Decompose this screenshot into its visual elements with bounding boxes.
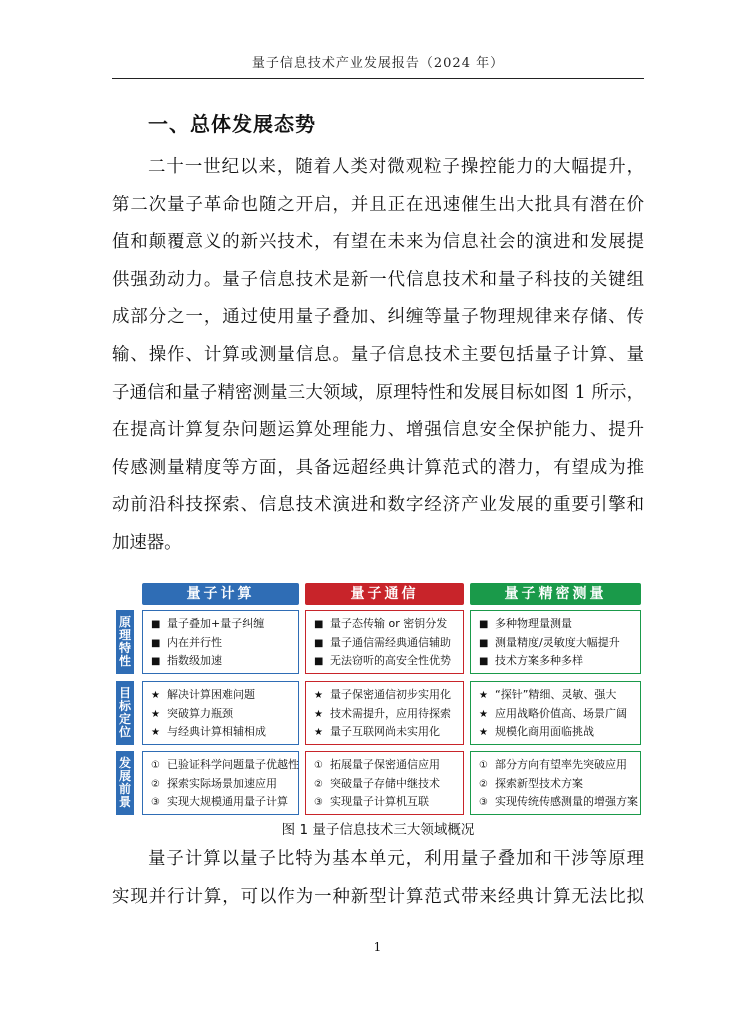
row-label-char: 发展前景 <box>119 756 132 809</box>
item-text: 多种物理量测量 <box>495 617 572 630</box>
circled-number-icon: ③ <box>314 797 323 808</box>
cell-target-metrology <box>470 681 641 745</box>
item-text: 量子通信需经典通信辅助 <box>330 635 451 649</box>
circled-number-icon: ① <box>314 760 323 771</box>
circled-number-icon: ③ <box>151 797 160 808</box>
paragraph-line: 传感测量精度等方面，具备远超经典计算范式的潜力，有望成为推 <box>112 457 644 478</box>
paragraph-line: 在提高计算复杂问题运算处理能力、增强信息安全保护能力、提升 <box>112 420 644 441</box>
page-number: 1 <box>373 940 382 954</box>
paragraph-line: 加速器。 <box>112 532 182 553</box>
item-text: 量子叠加+量子纠缠 <box>167 617 265 630</box>
paragraph-line: 量子计算以量子比特为基本单元，利用量子叠加和干涉等原理 <box>148 849 644 869</box>
row-label-target <box>116 681 134 745</box>
circled-number-icon: ② <box>151 778 160 790</box>
paragraph-2 <box>112 841 644 916</box>
list-item <box>314 615 463 634</box>
item-text: 内在并行性 <box>167 635 222 649</box>
paragraph-line: 成部分之一，通过使用量子叠加、纠缠等量子物理规律来存储、传 <box>112 307 644 328</box>
list-item <box>479 615 640 634</box>
paragraph-line: 值和颠覆意义的新兴技术，有望在未来为信息社会的演进和发展提 <box>112 232 644 253</box>
list-item <box>314 723 463 742</box>
paragraph-line: 动前沿科技探索、信息技术演进和数字经济产业发展的重要引擎和 <box>112 495 644 516</box>
cell-prospect-computing <box>142 751 299 815</box>
list-item <box>151 652 298 671</box>
paragraph-line: 输、操作、计算或测量信息。量子信息技术主要包括量子计算、量 <box>112 344 644 365</box>
square-bullet-icon: ■ <box>151 619 161 630</box>
list-item <box>479 775 640 794</box>
list-item <box>151 756 298 775</box>
cell-target-computing <box>142 681 299 745</box>
star-bullet-icon: ★ <box>479 727 488 738</box>
star-bullet-icon: ★ <box>314 727 323 738</box>
item-text: 规模化商用面临挑战 <box>495 725 594 738</box>
list-item <box>151 615 298 634</box>
cell-principle-computing <box>142 610 299 674</box>
row-label-prospect <box>116 751 134 815</box>
section-heading: 一、总体发展态势 <box>148 112 316 136</box>
list-item <box>479 652 640 671</box>
list-item <box>314 793 463 812</box>
item-text: 测量精度/灵敏度大幅提升 <box>495 635 620 649</box>
paragraph-line: 第二次量子革命也随之开启，并且正在迅速催生出大批具有潜在价 <box>112 194 644 215</box>
circled-number-icon: ① <box>479 760 488 771</box>
item-text: 拓展量子保密通信应用 <box>330 758 440 771</box>
list-item <box>314 705 463 724</box>
cell-prospect-metrology <box>470 751 641 815</box>
item-text: 指数级加速 <box>167 654 222 667</box>
list-item <box>479 634 640 653</box>
square-bullet-icon: ■ <box>151 656 161 667</box>
list-item <box>314 756 463 775</box>
cell-target-communication <box>305 681 464 745</box>
circled-number-icon: ③ <box>479 797 488 808</box>
square-bullet-icon: ■ <box>151 637 161 649</box>
list-item <box>314 652 463 671</box>
list-item <box>479 723 640 742</box>
item-text: 已验证科学问题量子优越性 <box>167 758 299 771</box>
square-bullet-icon: ■ <box>479 619 489 630</box>
star-bullet-icon: ★ <box>314 690 323 701</box>
list-item <box>479 686 640 705</box>
paragraph-line: 供强劲动力。量子信息技术是新一代信息技术和量子科技的关键组 <box>112 269 644 290</box>
circled-number-icon: ② <box>479 778 488 790</box>
cell-principle-communication <box>305 610 464 674</box>
item-text: 技术方案多种多样 <box>495 654 583 667</box>
item-text: 与经典计算相辅相成 <box>167 725 266 738</box>
column-header-computing: 量子计算 <box>142 583 299 605</box>
item-text: 实现大规模通用量子计算 <box>167 795 288 808</box>
item-text: “探针”精细、灵敏、强大 <box>495 688 617 701</box>
square-bullet-icon: ■ <box>314 656 324 667</box>
list-item <box>314 634 463 653</box>
list-item <box>151 775 298 794</box>
item-text: 量子互联网尚未实用化 <box>330 725 440 738</box>
cell-principle-metrology <box>470 610 641 674</box>
square-bullet-icon: ■ <box>479 637 489 649</box>
item-text: 技术需提升，应用待探索 <box>330 706 451 720</box>
list-item <box>151 634 298 653</box>
paragraph-line: 子通信和量子精密测量三大领域，原理特性和发展目标如图 1 所示， <box>112 382 644 403</box>
header-rule <box>112 78 644 79</box>
figure-quantum-overview <box>116 583 641 815</box>
star-bullet-icon: ★ <box>151 708 160 720</box>
item-text: 无法窃听的高安全性优势 <box>330 654 451 667</box>
item-text: 探索实际场景加速应用 <box>167 776 277 790</box>
row-label-char: 原理特性 <box>119 615 132 668</box>
item-text: 实现传统传感测量的增强方案 <box>495 795 638 808</box>
column-header-communication: 量子通信 <box>305 583 464 605</box>
list-item <box>314 686 463 705</box>
row-label-char: 目标定位 <box>119 686 132 739</box>
item-text: 量子态传输 or 密钥分发 <box>330 617 448 630</box>
item-text: 实现量子计算机互联 <box>330 795 429 808</box>
star-bullet-icon: ★ <box>151 690 160 701</box>
paragraph-line: 实现并行计算，可以作为一种新型计算范式带来经典计算无法比拟 <box>112 886 644 907</box>
list-item <box>479 705 640 724</box>
paragraph-1 <box>112 149 644 563</box>
column-header-metrology: 量子精密测量 <box>470 583 641 605</box>
star-bullet-icon: ★ <box>479 690 488 701</box>
figure-caption: 图 1 量子信息技术三大领域概况 <box>281 822 475 838</box>
item-text: 部分方向有望率先突破应用 <box>495 758 627 771</box>
circled-number-icon: ② <box>314 778 323 790</box>
square-bullet-icon: ■ <box>314 637 324 649</box>
list-item <box>151 723 298 742</box>
item-text: 突破量子存储中继技术 <box>330 776 440 790</box>
list-item <box>479 793 640 812</box>
list-item <box>151 793 298 812</box>
star-bullet-icon: ★ <box>479 708 488 720</box>
paragraph-line: 二十一世纪以来，随着人类对微观粒子操控能力的大幅提升， <box>148 157 644 177</box>
item-text: 应用战略价值高、场景广阔 <box>495 706 627 720</box>
star-bullet-icon: ★ <box>151 727 160 738</box>
square-bullet-icon: ■ <box>479 656 489 667</box>
star-bullet-icon: ★ <box>314 708 323 720</box>
list-item <box>314 775 463 794</box>
list-item <box>151 705 298 724</box>
list-item <box>479 756 640 775</box>
running-header: 量子信息技术产业发展报告（2024 年） <box>251 56 505 71</box>
cell-prospect-communication <box>305 751 464 815</box>
item-text: 探索新型技术方案 <box>495 776 583 790</box>
circled-number-icon: ① <box>151 760 160 771</box>
row-label-principle <box>116 610 134 674</box>
square-bullet-icon: ■ <box>314 619 324 630</box>
item-text: 解决计算困难问题 <box>167 688 255 701</box>
list-item <box>151 686 298 705</box>
item-text: 突破算力瓶颈 <box>167 706 233 720</box>
item-text: 量子保密通信初步实用化 <box>330 688 451 701</box>
